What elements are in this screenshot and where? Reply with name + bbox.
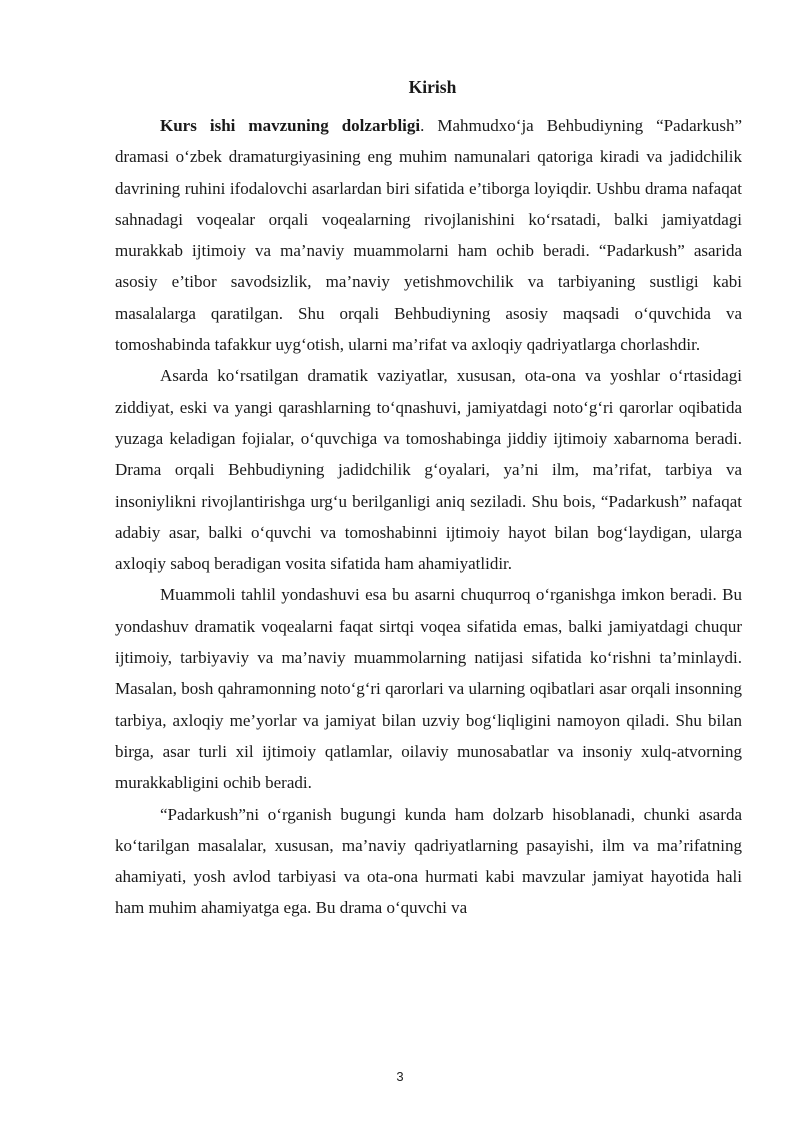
paragraph-problem-analysis: Muammoli tahlil yondashuvi esa bu asarni chuqurroq o‘rganishga imkon beradi. Bu yondashuv dramatik voqealarni faqat sirtqi voqea sifatida emas, balki jamiyatdagi chuqur ijtimoiy, tarbiyaviy va ma’naviy muammolarning natijasi sifatida ko‘rishni ta’minlaydi. Masalan, bosh qahramonning noto‘g‘ri qarorlari va ularning oqibatlari asar orqali insonning tarbiya, axloqiy me’yorlar va jamiyat bilan uzviy bog‘liqligini namoyon qiladi. Shu bilan birga, asar turli xil ijtimoiy qatlamlar, oilaviy munosabatlar va insoniy xulq-atvorning murakkabligini ochib beradi.: [115, 585, 742, 793]
paragraph-text: . Mahmudxo‘ja Behbudiyning “Padarkush” dramasi o‘zbek dramaturgiyasining eng muhim namunalari qatoriga kiradi va jadidchilik davrining ruhini ifodalovchi asarlardan biri sifatida e’tiborga loyiqdir. Ushbu drama nafaqat sahnadagi voqealar orqali voqealarning rivojlanishini ko‘rsatadi, balki jamiyatdagi murakkab ijtimoiy va ma’naviy muammolarni ham ochib beradi. “Padarkush” asarida asosiy e’tibor savodsizlik, ma’naviy yetishmovchilik va tarbiyaning sustligi kabi masalalarga qaratilgan. Shu orqali Behbudiyning asosiy maqsadi o‘quvchida va tomoshabinda tafakkur uyg‘otish, ularni ma’rifat va axloqiy qadriyatlarga chorlashdir.: [115, 116, 743, 355]
paragraph-relevance: [115, 110, 742, 360]
page-number: 3: [396, 1069, 404, 1084]
page-title: Kirish: [408, 77, 457, 97]
paragraph-lead: Kurs ishi mavzuning dolzarbligi: [160, 116, 421, 135]
document-page: [115, 74, 742, 924]
paragraph-study-relevance: “Padarkush”ni o‘rganish bugungi kunda ham dolzarb hisoblanadi, chunki asarda ko‘tarilgan masalalar, xususan, ma’naviy qadriyatlarning pasayishi, ilm va ma’rifatning ahamiyati, yosh avlod tarbiyasi va ota-ona hurmati kabi mavzular jamiyat hayotida hali ham muhim ahamiyatga ega. Bu drama o‘quvchi va: [115, 804, 742, 918]
paragraph-dramatic-situations: Asarda ko‘rsatilgan dramatik vaziyatlar, xususan, ota-ona va yoshlar o‘rtasidagi ziddiyat, eski va yangi qarashlarning to‘qnashuvi, jamiyatdagi noto‘g‘ri qarorlar oqibatida yuzaga keladigan fojialar, o‘quvchiga va tomoshabinga jiddiy ijtimoiy xabarnoma beradi. Drama orqali Behbudiyning jadidchilik g‘oyalari, ya’ni ilm, ma’rifat, tarbiya va insoniylikni rivojlantirishga urg‘u berilganligi aniq seziladi. Shu bois, “Padarkush” nafaqat adabiy asar, balki o‘quvchi va tomoshabinni ijtimoiy hayot bilan bog‘laydigan, ularga axloqiy saboq beradigan vosita sifatida ham ahamiyatlidir.: [115, 366, 742, 574]
